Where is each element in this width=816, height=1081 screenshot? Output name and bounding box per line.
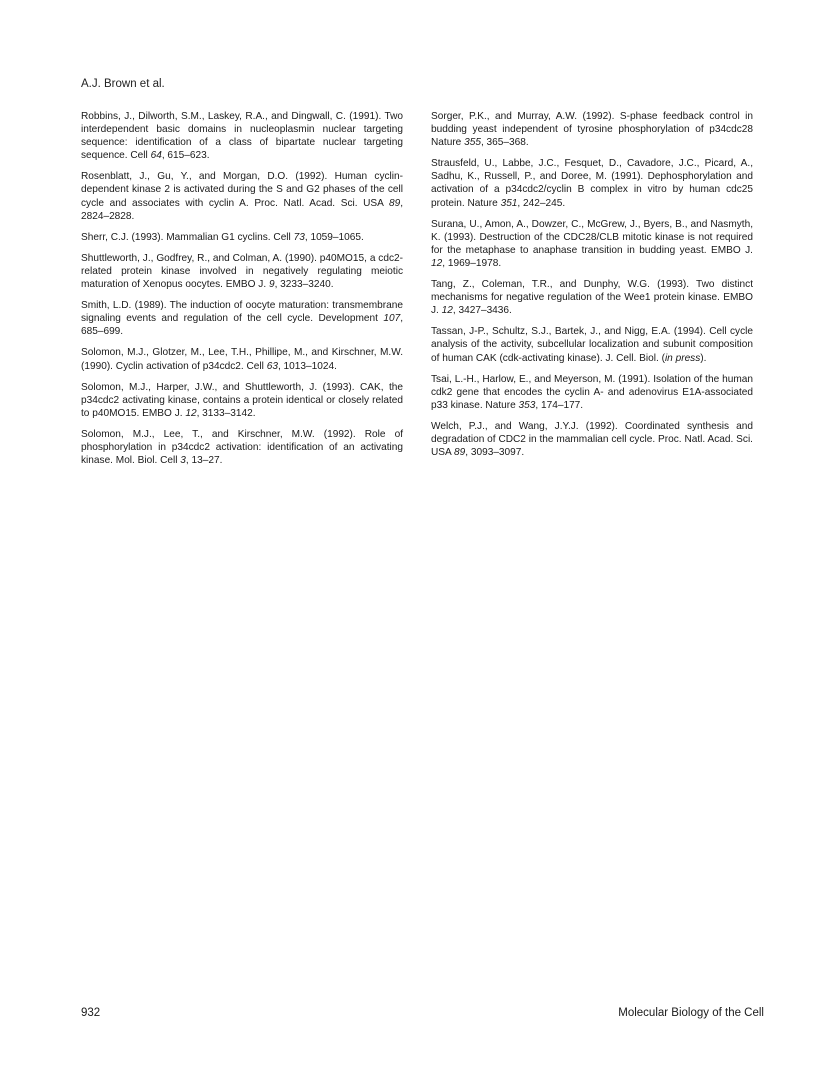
reference-item: Surana, U., Amon, A., Dowzer, C., McGrew, J., Byers, B., and Nasmyth, K. (1993). Destruction of the CDC28/CLB mitotic kinase is not required for the metaphase to anaphase transition in budding yeast. EMBO J. 12, 1969–1978. xyxy=(431,218,753,269)
journal-name: Molecular Biology of the Cell xyxy=(618,1007,764,1019)
page-number: 932 xyxy=(81,1007,101,1019)
reference-item: Solomon, M.J., Lee, T., and Kirschner, M.W. (1992). Role of phosphorylation in p34cdc2 activation: identification of an activating kinase. Mol. Biol. Cell 3, 13–27. xyxy=(81,428,403,467)
reference-item: Robbins, J., Dilworth, S.M., Laskey, R.A., and Dingwall, C. (1991). Two interdependent basic domains in nucleoplasmin nuclear targeting sequence: identification of a class of bipartate nuclear targeting sequence. Cell 64, 615–623. xyxy=(81,111,403,162)
reference-item: Welch, P.J., and Wang, J.Y.J. (1992). Coordinated synthesis and degradation of CDC2 in the mammalian cell cycle. Proc. Natl. Acad. Sci. USA 89, 3093–3097. xyxy=(431,420,753,459)
reference-column-left xyxy=(81,110,403,475)
reference-item: Solomon, M.J., Harper, J.W., and Shuttleworth, J. (1993). CAK, the p34cdc2 activating kinase, contains a protein identical or closely related to p40MO15. EMBO J. 12, 3133–3142. xyxy=(81,381,403,419)
reference-item: Sherr, C.J. (1993). Mammalian G1 cyclins. Cell 73, 1059–1065. xyxy=(81,231,364,243)
reference-item: Rosenblatt, J., Gu, Y., and Morgan, D.O. (1992). Human cyclin-dependent kinase 2 is activated during the S and G2 phases of the cell cycle and associates with cyclin A. Proc. Natl. Acad. Sci. USA 89, 2824–2828. xyxy=(81,171,403,222)
running-head: A.J. Brown et al. xyxy=(81,78,165,90)
reference-item: Shuttleworth, J., Godfrey, R., and Colman, A. (1990). p40MO15, a cdc2-related protein kinase involved in negatively regulating meiotic maturation of Xenopus oocytes. EMBO J. 9, 3233–3240. xyxy=(81,252,403,291)
reference-column-right xyxy=(431,110,753,467)
reference-item: Solomon, M.J., Glotzer, M., Lee, T.H., Phillipe, M., and Kirschner, M.W. (1990). Cyclin activation of p34cdc2. Cell 63, 1013–1024. xyxy=(81,347,403,372)
reference-item: Sorger, P.K., and Murray, A.W. (1992). S-phase feedback control in budding yeast independent of tyrosine phosphorylation of p34cdc28 Nature 355, 365–368. xyxy=(431,111,753,149)
reference-item: Strausfeld, U., Labbe, J.C., Fesquet, D., Cavadore, J.C., Picard, A., Sadhu, K., Russell, P., and Doree, M. (1991). Dephosphorylation and activation of a p34cdc2/cyclin B complex in vitro by human cdc25 protein. Nature 351, 242–245. xyxy=(431,158,753,209)
reference-item: Tang, Z., Coleman, T.R., and Dunphy, W.G. (1993). Two distinct mechanisms for negative regulation of the Wee1 protein kinase. EMBO J. 12, 3427–3436. xyxy=(431,279,753,317)
reference-item: Tassan, J-P., Schultz, S.J., Bartek, J., and Nigg, E.A. (1994). Cell cycle analysis of the activity, subcellular localization and subunit composition of human CAK (cdk-activating kinase). J. Cell. Biol. (in press). xyxy=(431,326,753,364)
reference-item: Smith, L.D. (1989). The induction of oocyte maturation: transmembrane signaling events and regulation of the cell cycle. Development 107, 685–699. xyxy=(81,300,403,338)
reference-item: Tsai, L.-H., Harlow, E., and Meyerson, M. (1991). Isolation of the human cdk2 gene that encodes the cyclin A- and adenovirus E1A-associated p33 kinase. Nature 353, 174–177. xyxy=(431,373,753,411)
